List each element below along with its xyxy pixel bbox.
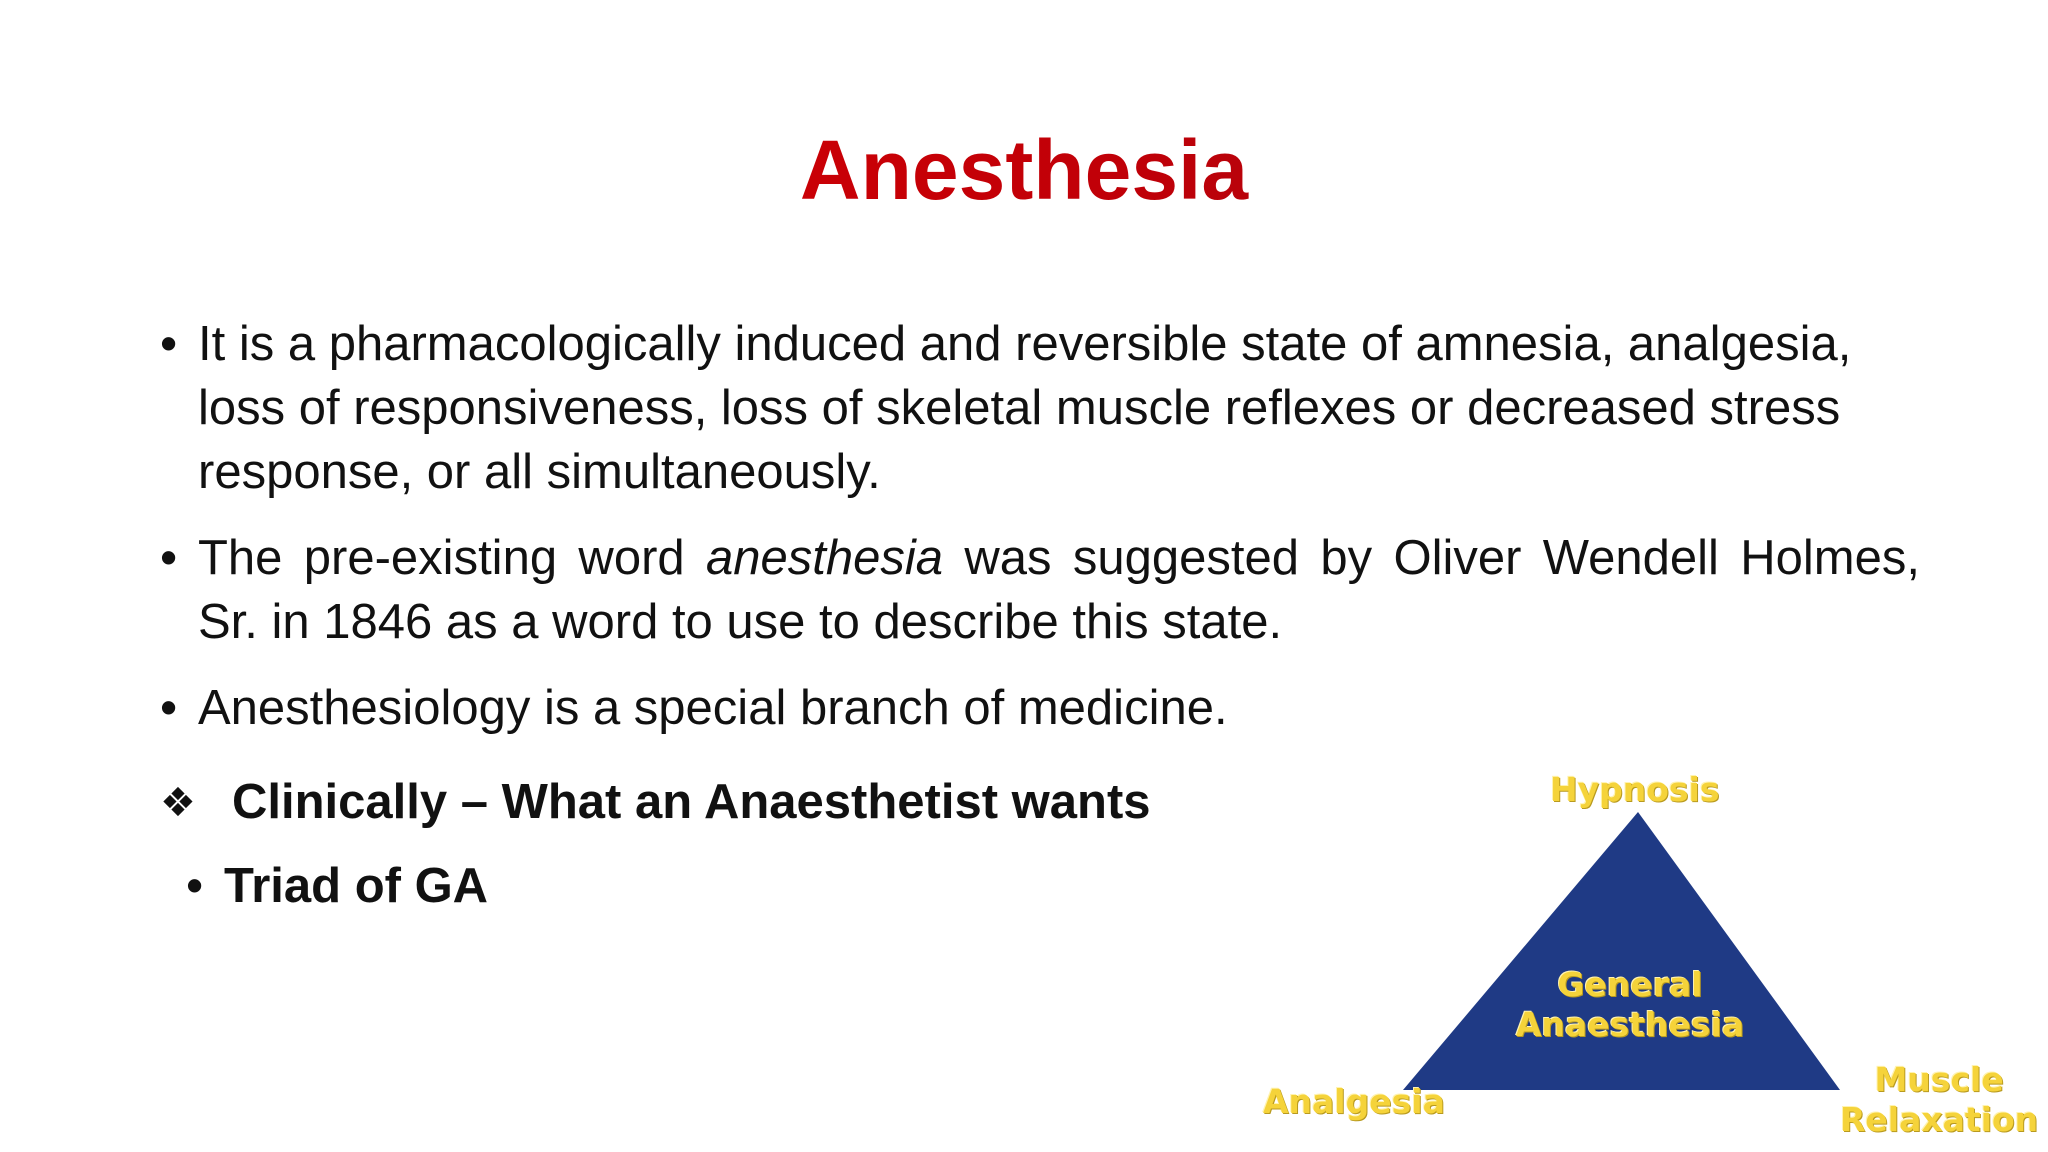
triad-label-center bbox=[1505, 965, 1755, 1045]
triad-center-line1: General bbox=[1557, 965, 1703, 1004]
sub-bullet-text: Triad of GA bbox=[224, 859, 489, 913]
bullet-item bbox=[160, 312, 1920, 504]
bullet-text-start: The pre-existing word bbox=[198, 531, 706, 585]
sub-heading-text: Clinically – What an Anaesthetist wants bbox=[232, 775, 1151, 829]
sub-heading bbox=[160, 770, 1151, 835]
bullet-text: It is a pharmacologically induced and reversible state of amnesia, analgesia, loss of responsiveness, loss of skeletal muscle reflexes or decreased stress response, or all simultaneously. bbox=[198, 317, 1852, 499]
bullet-dot-icon: • bbox=[160, 531, 178, 585]
bullet-item bbox=[160, 676, 1920, 740]
triad-triangle bbox=[1403, 812, 1840, 1090]
bullet-dot-icon: • bbox=[160, 681, 178, 735]
diamond-bullet-icon: ❖ bbox=[160, 781, 196, 825]
triad-label-top: Hypnosis bbox=[1550, 770, 1720, 809]
sub-bullet bbox=[186, 854, 488, 918]
triad-center-line2: Anaesthesia bbox=[1515, 1005, 1745, 1044]
bullet-text: Anesthesiology is a special branch of medicine. bbox=[198, 681, 1228, 735]
triad-right-line2: Relaxation bbox=[1840, 1100, 2039, 1139]
bullet-text-end: was suggested by Oliver Wendell Holmes, Sr. in 1846 as a word to use to describe this state. bbox=[198, 531, 1920, 649]
bullet-text bbox=[198, 531, 1920, 649]
triad-label-right bbox=[1840, 1060, 2038, 1140]
slide-title: Anesthesia bbox=[0, 120, 2048, 220]
triad-right-line1: Muscle bbox=[1874, 1060, 2004, 1099]
bullet-text-italic: anesthesia bbox=[706, 531, 944, 585]
bullet-dot-icon: • bbox=[160, 317, 178, 371]
triad-diagram bbox=[1255, 760, 2039, 1152]
bullet-item bbox=[160, 526, 1920, 654]
bullet-dot-icon: • bbox=[186, 859, 204, 913]
bullet-list bbox=[160, 312, 1920, 762]
triad-label-left: Analgesia bbox=[1263, 1082, 1445, 1121]
